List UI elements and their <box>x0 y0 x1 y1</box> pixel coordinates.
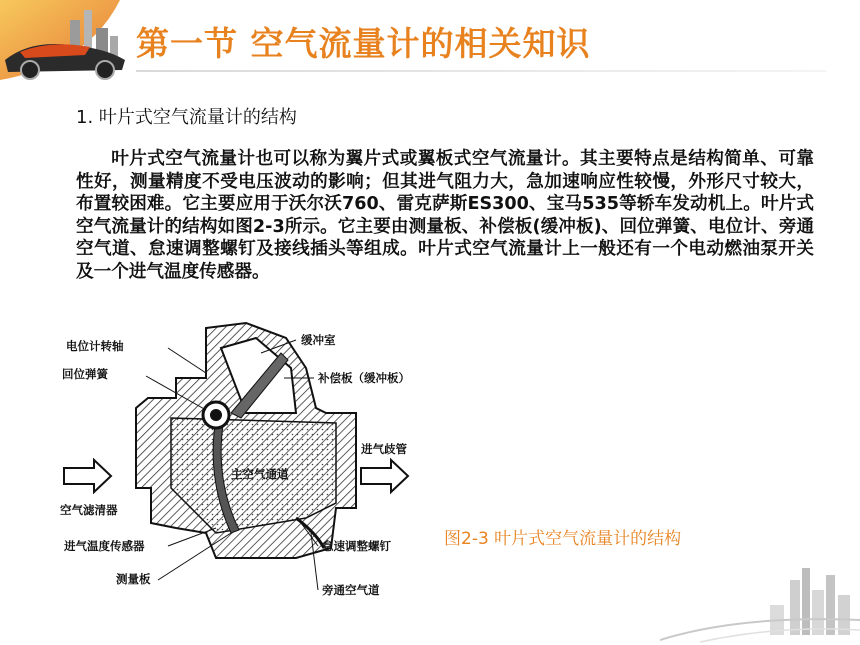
label-intake-temp-sensor: 进气温度传感器 <box>64 539 145 553</box>
figure-caption: 图2-3 叶片式空气流量计的结构 <box>444 529 682 549</box>
label-idle-screw: 怠速调整螺钉 <box>322 539 391 553</box>
section-heading: 1. 叶片式空气流量计的结构 <box>76 107 297 128</box>
header-car-logo <box>0 0 140 90</box>
title-divider <box>136 70 826 72</box>
air-flow-meter-diagram <box>56 318 446 643</box>
label-bypass-passage: 旁通空气道 <box>322 583 380 597</box>
page-title: 第一节 空气流量计的相关知识 <box>136 24 591 63</box>
label-measuring-plate: 测量板 <box>116 572 151 586</box>
label-compensation-plate: 补偿板（缓冲板） <box>318 371 410 385</box>
label-return-spring: 回位弹簧 <box>62 367 108 381</box>
skyline-decoration <box>660 560 860 645</box>
label-main-air-passage: 主空气通道 <box>231 467 289 481</box>
label-air-filter: 空气滤清器 <box>60 503 118 517</box>
label-intake-manifold: 进气歧管 <box>361 442 407 456</box>
label-damping-chamber: 缓冲室 <box>301 333 336 347</box>
body-paragraph: 叶片式空气流量计也可以称为翼片式或翼板式空气流量计。其主要特点是结构简单、可靠性好，测量精度不受电压波动的影响；但其进气阻力大，急加速响应性较慢，外形尺寸较大，布置较困难。它主要应用于沃尔沃760、雷克萨斯ES300、宝马535等轿车发动机上。叶片式空气流量计的结构如图2-3所示。它主要由测量板、补偿板(缓冲板)、回位弹簧、电位计、旁通空气道、怠速调整螺钉及接线插头等组成。叶片式空气流量计上一般还有一个电动燃油泵开关及一个进气温度传感器。 <box>76 149 814 282</box>
label-potentiometer-shaft: 电位计转轴 <box>66 339 124 353</box>
